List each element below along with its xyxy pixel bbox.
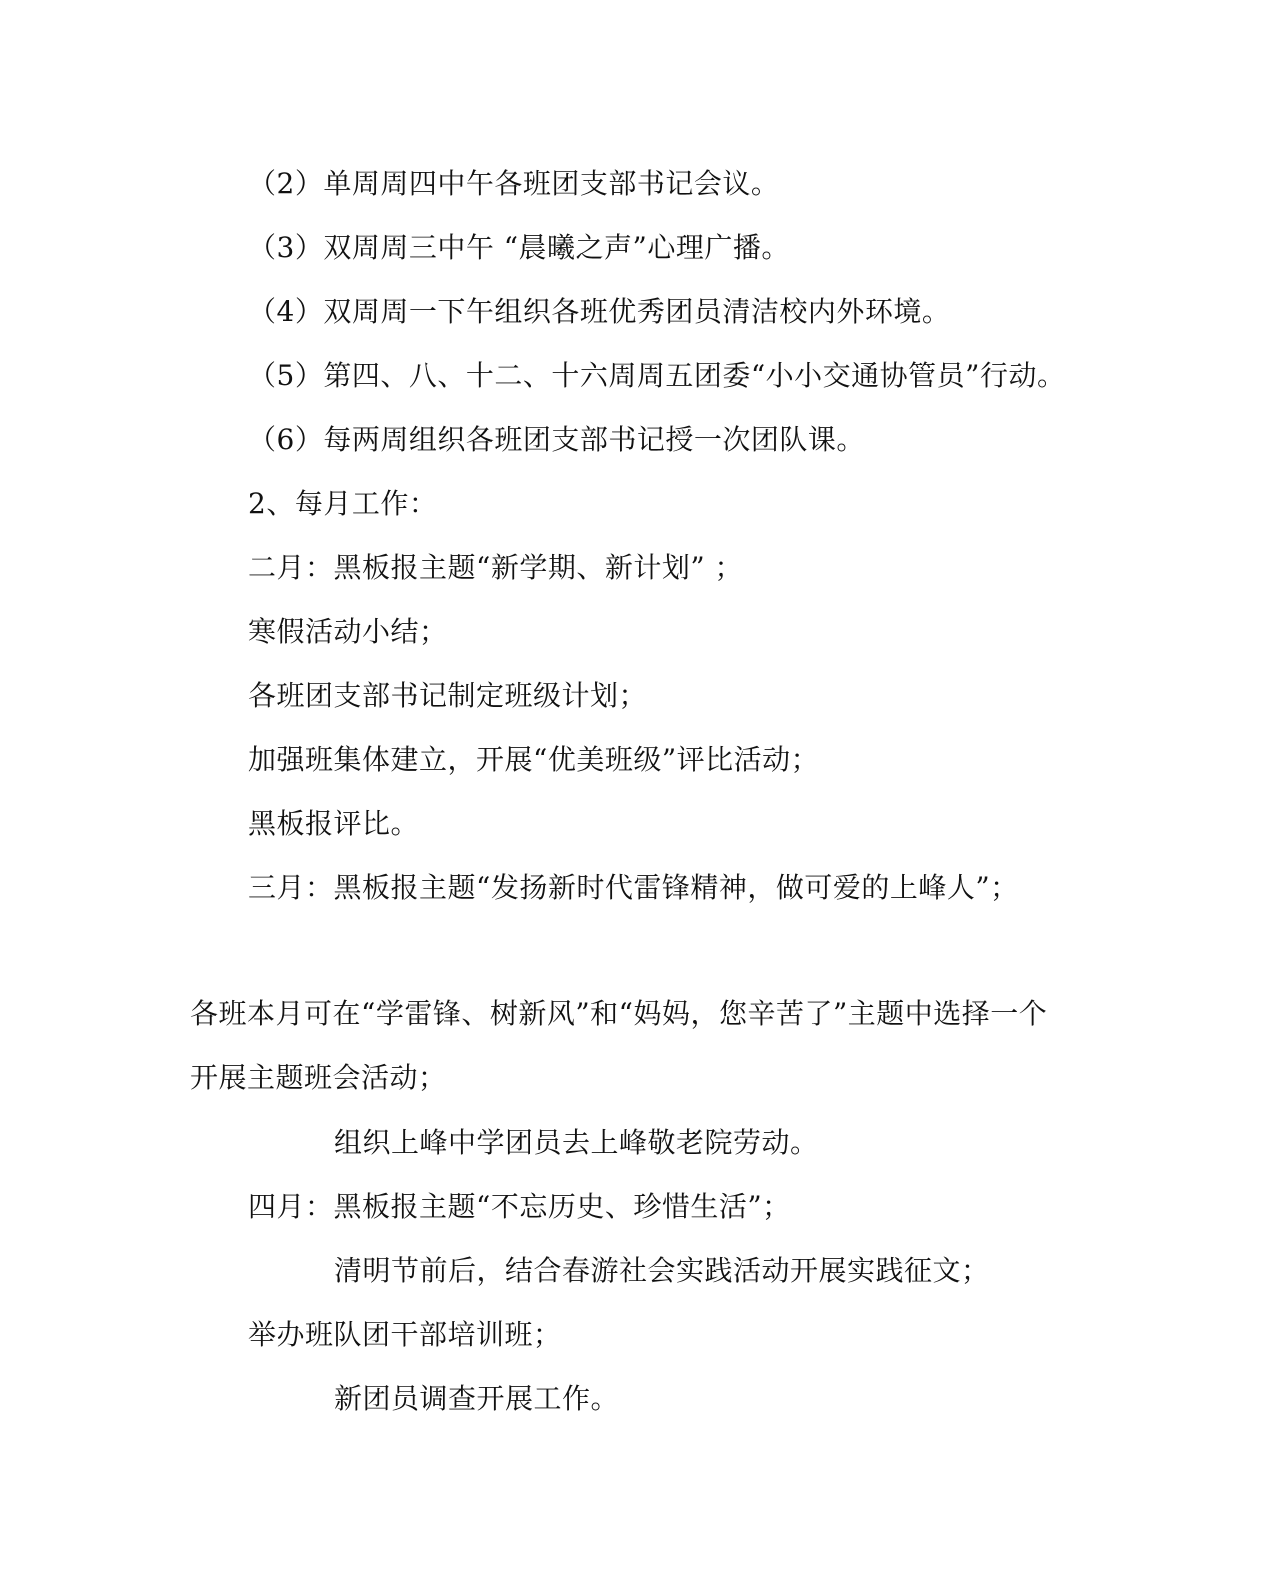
- february-item-3: 加强班集体建立，开展“优美班级”评比活动；: [248, 743, 820, 776]
- march-item-1: 各班本月可在“学雷锋、树新风”和“妈妈，您辛苦了”主题中选择一个: [190, 997, 1048, 1030]
- weekly-item-3: （3）双周周三中午 “晨曦之声”心理广播。: [248, 231, 790, 264]
- monthly-heading: 2、每月工作：: [248, 487, 438, 520]
- march-item-2: 组织上峰中学团员去上峰敬老院劳动。: [334, 1126, 819, 1159]
- march-item-1-continued: 开展主题班会活动；: [190, 1061, 447, 1094]
- weekly-item-5: （5）第四、八、十二、十六周周五团委“小小交通协管员”行动。: [248, 359, 1066, 392]
- weekly-item-6: （6）每两周组织各班团支部书记授一次团队课。: [248, 423, 865, 456]
- weekly-item-4: （4）双周周一下午组织各班优秀团员清洁校内外环境。: [248, 295, 951, 328]
- april-theme: 四月：黑板报主题“不忘历史、珍惜生活”；: [248, 1190, 791, 1223]
- february-item-2: 各班团支部书记制定班级计划；: [248, 679, 648, 712]
- april-item-3: 新团员调查开展工作。: [334, 1382, 620, 1415]
- february-theme: 二月：黑板报主题“新学期、新计划” ；: [248, 551, 744, 584]
- february-item-4: 黑板报评比。: [248, 807, 420, 840]
- weekly-item-2: （2）单周周四中午各班团支部书记会议。: [248, 167, 780, 200]
- march-theme: 三月：黑板报主题“发扬新时代雷锋精神，做可爱的上峰人”；: [248, 871, 1019, 904]
- april-item-1: 清明节前后，结合春游社会实践活动开展实践征文；: [334, 1254, 990, 1287]
- april-item-2: 举办班队团干部培训班；: [248, 1318, 562, 1351]
- february-item-1: 寒假活动小结；: [248, 615, 448, 648]
